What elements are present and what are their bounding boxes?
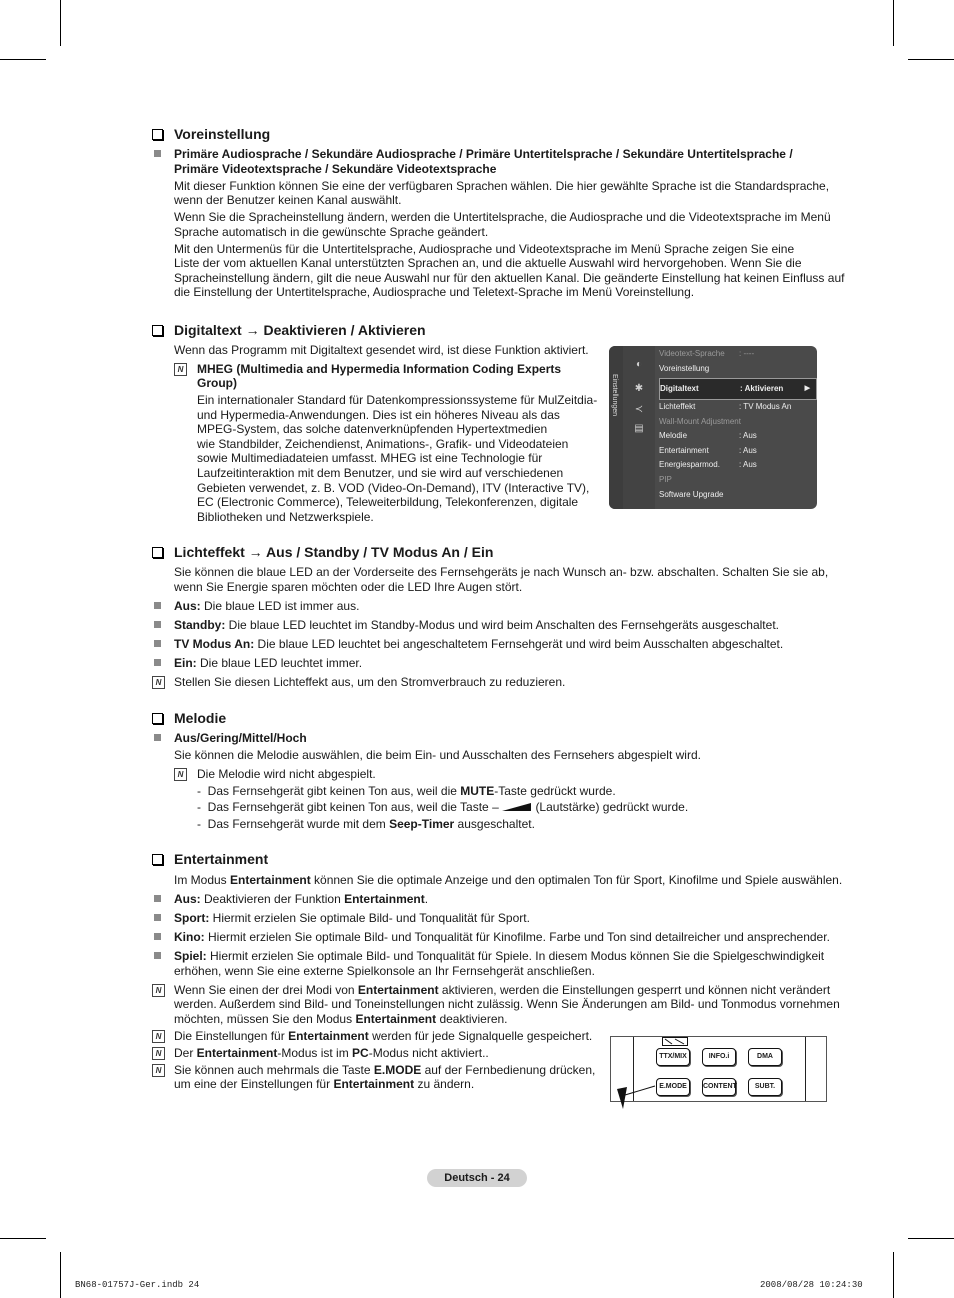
menu-row[interactable] bbox=[659, 444, 815, 458]
note-text bbox=[174, 983, 830, 998]
text: aktivieren, werden die Einstellungen gesperrt und können nicht verändert bbox=[438, 983, 831, 997]
pointer-arrow-icon bbox=[613, 1081, 659, 1111]
bullet-square-icon bbox=[154, 895, 161, 902]
section-title-melodie bbox=[152, 710, 226, 726]
crop-mark bbox=[908, 1238, 954, 1239]
text: möchten, müssen Sie den Modus bbox=[174, 1012, 356, 1026]
paragraph: Bibliotheken und Netzwerkspiele. bbox=[197, 510, 374, 524]
checkbox-icon bbox=[152, 854, 163, 865]
dash-text: ausgeschaltet. bbox=[454, 817, 535, 831]
crop-mark bbox=[908, 59, 954, 60]
menu-side-bar bbox=[609, 346, 623, 509]
menu-row-key: Melodie bbox=[659, 431, 688, 440]
bullet-square-icon bbox=[154, 734, 161, 741]
menu-row[interactable] bbox=[659, 400, 815, 414]
bold: E.MODE bbox=[373, 1063, 422, 1077]
item-text: Deaktivieren der Funktion bbox=[200, 892, 345, 906]
item-label: Spiel: bbox=[174, 949, 207, 963]
note-icon: N bbox=[152, 1064, 165, 1077]
paragraph: Mit dieser Funktion können Sie eine der verfügbaren Sprachen wählen. Die hier gewählte Sprache ist die Standardsprache, bbox=[174, 179, 830, 193]
menu-row[interactable] bbox=[659, 458, 815, 472]
menu-row[interactable] bbox=[659, 488, 815, 502]
item-text: Die blaue LED leuchtet immer. bbox=[196, 656, 363, 670]
e-mode-button[interactable]: E.MODE bbox=[656, 1078, 690, 1096]
page-number-badge: Deutsch - 24 bbox=[427, 1169, 527, 1187]
note-text bbox=[174, 1063, 595, 1078]
bullet-title: Aus/Gering/Mittel/Hoch bbox=[174, 731, 307, 745]
dma-button[interactable]: DMA bbox=[748, 1048, 782, 1066]
dash-bold: Seep-Timer bbox=[389, 817, 455, 831]
note-icon: N bbox=[152, 1030, 165, 1043]
menu-row-key: Software Upgrade bbox=[659, 490, 724, 499]
list-item bbox=[174, 599, 359, 614]
menu-row-value: : Aus bbox=[739, 446, 757, 455]
dash-text: Das Fernsehgerät gibt keinen Ton aus, weil die bbox=[207, 784, 461, 798]
item-label: TV Modus An: bbox=[174, 637, 255, 651]
list-item bbox=[174, 618, 779, 633]
item-label: Aus: bbox=[174, 892, 201, 906]
bullet-title: Primäre Videotextsprache / Sekundäre Videotextsprache bbox=[174, 162, 497, 176]
note-icon: N bbox=[152, 984, 165, 997]
note-icon: N bbox=[152, 1047, 165, 1060]
text: zu ändern. bbox=[414, 1077, 475, 1091]
menu-row-selected[interactable] bbox=[659, 378, 817, 400]
bullet-square-icon bbox=[154, 914, 161, 921]
menu-row[interactable] bbox=[659, 473, 815, 487]
menu-row-key: Lichteffekt bbox=[659, 402, 696, 411]
text: können Sie die optimale Anzeige und den optimalen Ton für Sport, Kinofilme und Spiele auswählen. bbox=[310, 873, 843, 887]
dash-text: -Taste gedrückt wurde. bbox=[494, 784, 616, 798]
note-icon: N bbox=[174, 363, 187, 376]
menu-row-key: Digitaltext bbox=[660, 384, 699, 393]
paragraph: und Hypermedia-Anwendungen. Dies ist ein höheres Niveau als das bbox=[197, 408, 560, 422]
file-imprint: BN68-01757J-Ger.indb 24 bbox=[75, 1280, 200, 1290]
text: Wenn Sie einen der drei Modi von bbox=[174, 983, 358, 997]
tv-settings-menu bbox=[609, 346, 817, 509]
bold: Entertainment bbox=[355, 1012, 437, 1026]
checkbox-icon bbox=[152, 129, 163, 140]
note-text: werden. Außerdem sind Bild- und Toneinstellungen nicht zulässig. Wenn Sie Änderungen am Bild- und Tonmodus vornehmen bbox=[174, 997, 840, 1011]
text: auf der Fernbedienung drücken, bbox=[421, 1063, 596, 1077]
crop-mark bbox=[0, 1238, 46, 1239]
dash-item: - Das Fernsehgerät gibt keinen Ton aus, weil die MUTE-Taste gedrückt wurde. bbox=[197, 784, 616, 798]
paragraph: Ein internationaler Standard für Datenkompressionssysteme für MulZeitdia- bbox=[197, 393, 598, 407]
antenna-icon: ≺ bbox=[634, 404, 644, 415]
bold: PC bbox=[352, 1046, 369, 1060]
note-text bbox=[174, 1012, 508, 1027]
paragraph: Wenn Sie die Spracheinstellung ändern, werden die Untertitelsprache, die Audiosprache und die Videotextsprache im Menü bbox=[174, 210, 831, 224]
dash-item: - Das Fernsehgerät gibt keinen Ton aus, weil die Taste – (Lautstärke) gedrückt wurde. bbox=[197, 800, 689, 814]
text: um eine der Einstellungen für bbox=[174, 1077, 334, 1091]
bullet-square-icon bbox=[154, 952, 161, 959]
paragraph: Liste der vom aktuellen Kanal unterstützten Sprachen an, und die aktuelle Auswahl wird hervorgehoben. Wenn Sie die bbox=[174, 256, 802, 270]
dash-text: Das Fernsehgerät gibt keinen Ton aus, weil die Taste – bbox=[207, 800, 499, 814]
content-button[interactable]: CONTENT bbox=[702, 1078, 736, 1096]
bold: Entertainment bbox=[333, 1077, 415, 1091]
checkbox-icon bbox=[152, 713, 163, 724]
text: -Modus ist im bbox=[277, 1046, 353, 1060]
note-icon: N bbox=[174, 768, 187, 781]
item-text: Hiermit erzielen Sie optimale Bild- und Tonqualität für Kinofilme. Farbe und Ton sind detailreicher und ansprechender. bbox=[204, 930, 830, 944]
crop-mark bbox=[60, 0, 61, 46]
title-text: Voreinstellung bbox=[174, 126, 271, 142]
item-label: Kino: bbox=[174, 930, 205, 944]
paragraph: Spracheinstellung ändern, gilt die neue Auswahl nur für den aktuellen Kanal. Die geänderte Einstellung hat keinen Einfluss auf bbox=[174, 271, 845, 285]
title-text: Entertainment bbox=[174, 851, 269, 867]
list-item-cont: erhöhen, wenn Sie eine externe Spielkonsole an Ihr Fernsehgerät anschließen. bbox=[174, 964, 595, 978]
menu-icon-column bbox=[623, 346, 655, 509]
ttx-mix-button[interactable]: TTX/MIX bbox=[656, 1048, 690, 1066]
section-title-lichteffekt bbox=[152, 544, 493, 560]
menu-row[interactable] bbox=[659, 362, 815, 376]
gear-icon: ✱ bbox=[634, 383, 644, 394]
paragraph: die Einstellung der Untertitelsprache, Audiosprache und Teletext-Sprache im Menü Voreinstellung. bbox=[174, 285, 695, 299]
bullet-square-icon bbox=[154, 602, 161, 609]
paragraph: Wenn das Programm mit Digitaltext gesendet wird, ist diese Funktion aktiviert. bbox=[174, 343, 589, 357]
text: Sie können auch mehrmals die Taste bbox=[174, 1063, 374, 1077]
paragraph: MPEG-System, das solche datenverknüpfenden Hypertextmedien bbox=[197, 422, 548, 436]
menu-row-key: Energiesparmod. bbox=[659, 460, 720, 469]
item-label: Sport: bbox=[174, 911, 210, 925]
menu-row-value: : Aus bbox=[739, 431, 757, 440]
item-label: Standby: bbox=[174, 618, 226, 632]
paragraph bbox=[174, 873, 842, 888]
bold: Entertainment bbox=[196, 1046, 278, 1060]
list-item bbox=[174, 949, 824, 964]
subt-button[interactable]: SUBT. bbox=[748, 1078, 782, 1096]
dash-text: Das Fernsehgerät wurde mit dem bbox=[207, 817, 390, 831]
bold: Entertainment bbox=[357, 983, 439, 997]
item-text: Hiermit erzielen Sie optimale Bild- und Tonqualität für Sport. bbox=[209, 911, 530, 925]
paragraph: wie Standbilder, Zeichendienst, Animations-, Grafik- und Videodateien bbox=[197, 437, 569, 451]
item-text: Hiermit erzielen Sie optimale Bild- und Tonqualität für Spiele. In diesem Modus können Sie die Spielgeschwindigkeit bbox=[206, 949, 825, 963]
paragraph: wenn Sie Energie sparen möchten oder die LED Ihre Augen stört. bbox=[174, 580, 523, 594]
paragraph: Mit den Untermenüs für die Untertitelsprache, Audiosprache und Videotextsprache im Menü Sprache zeigen Sie eine bbox=[174, 242, 795, 256]
paragraph: sowie Multimediadateien umfasst. MHEG ist eine Technologie für bbox=[197, 451, 543, 465]
menu-row-value: : TV Modus An bbox=[739, 402, 792, 411]
checkbox-icon bbox=[152, 547, 163, 558]
menu-row[interactable] bbox=[659, 347, 815, 361]
menu-row[interactable] bbox=[659, 415, 815, 429]
note-title: MHEG (Multimedia and Hypermedia Information Coding Experts bbox=[197, 362, 562, 376]
teletext-icon bbox=[662, 1037, 688, 1046]
arrow-right-icon: ▶ bbox=[804, 385, 810, 392]
text: Der bbox=[174, 1046, 197, 1060]
text: Im Modus bbox=[174, 873, 231, 887]
note-text: Die Melodie wird nicht abgespielt. bbox=[197, 767, 376, 781]
bullet-square-icon bbox=[154, 640, 161, 647]
volume-icon bbox=[502, 802, 532, 812]
dash-item: - Das Fernsehgerät wurde mit dem Seep-Timer ausgeschaltet. bbox=[197, 817, 535, 831]
section-title-digitaltext bbox=[152, 322, 426, 338]
menu-row-value: : Aktivieren bbox=[740, 384, 784, 393]
note-text bbox=[174, 1029, 592, 1044]
bold: Entertainment bbox=[230, 873, 311, 887]
item-text: Die blaue LED ist immer aus. bbox=[200, 599, 360, 613]
list-item bbox=[174, 930, 830, 945]
checkbox-icon bbox=[152, 325, 163, 336]
item-bold: Entertainment bbox=[344, 892, 425, 906]
title-text: Melodie bbox=[174, 710, 227, 726]
note-text bbox=[174, 1046, 489, 1061]
list-item bbox=[174, 637, 783, 652]
bullet-square-icon bbox=[154, 933, 161, 940]
list-item bbox=[174, 911, 530, 926]
note-title: Group) bbox=[197, 376, 237, 390]
bullet-square-icon bbox=[154, 621, 161, 628]
section-title-entertainment bbox=[152, 851, 268, 867]
text: werden für jede Signalquelle gespeichert. bbox=[368, 1029, 593, 1043]
input-icon: ▤ bbox=[634, 423, 644, 434]
dash-text: (Lautstärke) gedrückt wurde. bbox=[535, 800, 689, 814]
bullet-square-icon bbox=[154, 659, 161, 666]
paragraph: Gebieten verwendet, z. B. VOD (Video-On-Demand), ITV (Interactive TV), bbox=[197, 481, 590, 495]
note-text: Stellen Sie diesen Lichteffekt aus, um den Stromverbrauch zu reduzieren. bbox=[174, 675, 566, 689]
text: Die Einstellungen für bbox=[174, 1029, 289, 1043]
menu-side-label: Einstellungen bbox=[611, 374, 618, 417]
section-title-voreinstellung bbox=[152, 126, 270, 142]
paragraph: Sprache automatisch in die gewünschte Sprache geändert. bbox=[174, 225, 489, 239]
menu-row-key: PIP bbox=[659, 475, 672, 484]
title-text: Lichteffekt → Aus / Standby / TV Modus An / Ein bbox=[174, 544, 494, 560]
paragraph: EC (Electronic Commerce), Teleweiterbildung, Telekonferenzen, digitale bbox=[197, 495, 579, 509]
menu-row-value: : ---- bbox=[739, 349, 755, 358]
crop-mark bbox=[893, 0, 894, 46]
list-item bbox=[174, 656, 362, 671]
paragraph: Sie können die Melodie auswählen, die beim Ein- und Ausschalten des Fernsehers abgespielt wird. bbox=[174, 748, 701, 762]
note-icon: N bbox=[152, 676, 165, 689]
item-label: Ein: bbox=[174, 656, 197, 670]
item-label: Aus: bbox=[174, 599, 201, 613]
menu-row-key: Voreinstellung bbox=[659, 364, 710, 373]
item-text: Die blaue LED leuchtet bei angeschaltetem Fernsehgerät und wird beim Ausschalten abgeschaltet. bbox=[254, 637, 784, 651]
title-text: Digitaltext → Deaktivieren / Aktivieren bbox=[174, 322, 426, 338]
item-text: Die blaue LED leuchtet im Standby-Modus und wird beim Anschalten des Fernsehgeräts ausgeschaltet. bbox=[225, 618, 779, 632]
menu-row-key: Entertainment bbox=[659, 446, 709, 455]
note-text bbox=[174, 1077, 474, 1092]
bold: Entertainment bbox=[288, 1029, 369, 1043]
paragraph: wenn der Benutzer keinen Kanal auswählt. bbox=[174, 193, 402, 207]
picture-icon: ◐ bbox=[635, 359, 643, 370]
paragraph: Laufzeitinteraktion mit dem Benutzer, und sie wird auf verschiedenen bbox=[197, 466, 564, 480]
item-text: . bbox=[424, 892, 429, 906]
crop-mark bbox=[0, 59, 46, 60]
text: deaktivieren. bbox=[436, 1012, 508, 1026]
text: -Modus nicht aktiviert.. bbox=[368, 1046, 489, 1060]
dash-bold: MUTE bbox=[460, 784, 495, 798]
menu-row-key: Wall-Mount Adjustment bbox=[659, 417, 741, 426]
remote-edge-line bbox=[805, 1037, 806, 1101]
crop-mark bbox=[893, 1252, 894, 1298]
menu-row-value: : Aus bbox=[739, 460, 757, 469]
bullet-square-icon bbox=[154, 150, 161, 157]
menu-row-key: Videotext-Sprache bbox=[659, 349, 725, 358]
crop-mark bbox=[60, 1252, 61, 1298]
bullet-title: Primäre Audiosprache / Sekundäre Audiosprache / Primäre Untertitelsprache / Sekundäre Untertitelsprache / bbox=[174, 147, 793, 161]
remote-control-illustration bbox=[610, 1036, 827, 1102]
info-button[interactable]: INFO.i bbox=[702, 1048, 736, 1066]
menu-row[interactable] bbox=[659, 429, 815, 443]
paragraph: Sie können die blaue LED an der Vorderseite des Fernsehgeräts je nach Wunsch an- bzw. abschalten. Schalten Sie sie ab, bbox=[174, 565, 829, 579]
list-item bbox=[174, 892, 428, 907]
timestamp-imprint: 2008/08/28 10:24:30 bbox=[760, 1280, 863, 1290]
